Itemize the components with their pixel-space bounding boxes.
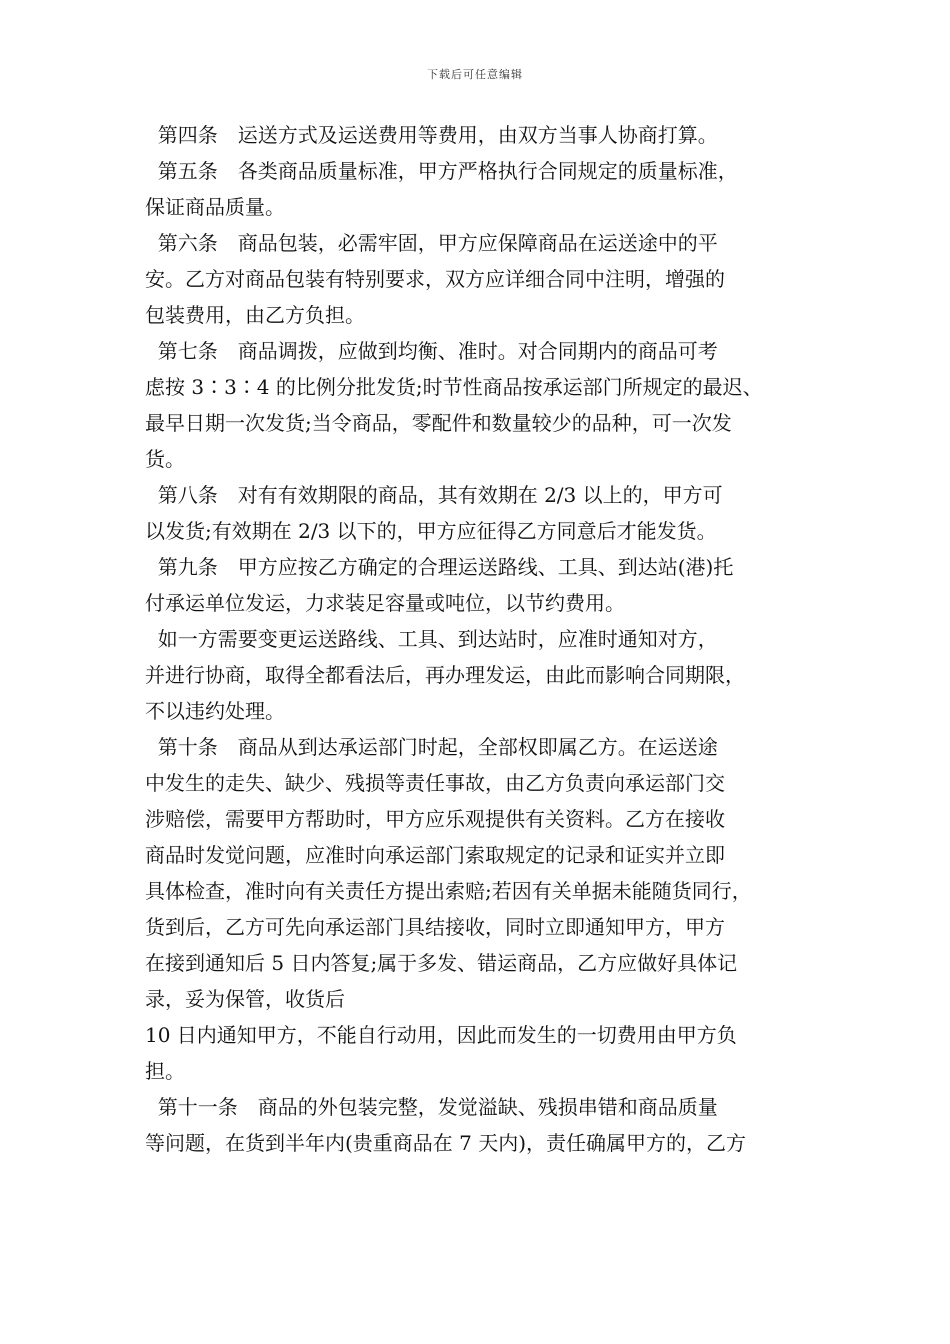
text-line: 以发货;有效期在 2/3 以下的，甲方应征得乙方同意后才能发货。 [145,519,717,543]
text-line: 货到后，乙方可先向承运部门具结接收，同时立即通知甲方，甲方 [145,915,725,939]
text-line: 等问题，在货到半年内(贵重商品在 7 天内)，责任确属甲方的，乙方 [145,1131,747,1155]
text-line: 最早日期一次发货;当令商品，零配件和数量较少的品种，可一次发 [145,411,732,435]
text-line: 第十条 商品从到达承运部门时起，全部权即属乙方。在运送途 [145,735,718,759]
text-line: 如一方需要变更运送路线、工具、到达站时，应准时通知对方， [145,627,718,651]
page-header-note: 下载后可任意编辑 [427,68,523,81]
text-line: 具体检查，准时向有关责任方提出索赔;若因有关单据未能随货同行， [145,879,752,903]
text-line: 第五条 各类商品质量标准，甲方严格执行合同规定的质量标准， [145,159,738,183]
text-line: 第九条 甲方应按乙方确定的合理运送路线、工具、到达站(港)托 [145,555,734,579]
text-line: 中发生的走失、缺少、残损等责任事故，由乙方负责向承运部门交 [145,771,725,795]
text-line: 保证商品质量。 [145,195,285,219]
text-line: 付承运单位发运，力求装足容量或吨位，以节约费用。 [145,591,625,615]
text-line: 第七条 商品调拨，应做到均衡、准时。对合同期内的商品可考 [145,339,718,363]
text-line: 第六条 商品包装，必需牢固，甲方应保障商品在运送途中的平 [145,231,718,255]
text-line: 担。 [145,1059,185,1083]
text-line: 录，妥为保管，收货后 [145,987,345,1011]
text-line: 不以违约处理。 [145,699,285,723]
text-line: 在接到通知后 5 日内答复;属于多发、错运商品，乙方应做好具体记 [145,951,738,975]
text-line: 安。乙方对商品包装有特别要求，双方应详细合同中注明，增强的 [145,267,725,291]
text-line: 虑按 3∶3∶4 的比例分批发货;时节性商品按承运部门所规定的最迟、 [145,375,763,399]
text-line: 10 日内通知甲方，不能自行动用，因此而发生的一切费用由甲方负 [145,1023,737,1047]
text-line: 涉赔偿，需要甲方帮助时，甲方应乐观提供有关资料。乙方在接收 [145,807,725,831]
text-line: 商品时发觉问题，应准时向承运部门索取规定的记录和证实并立即 [145,843,725,867]
text-line: 第四条 运送方式及运送费用等费用，由双方当事人协商打算。 [145,123,718,147]
text-line: 货。 [145,447,185,471]
text-line: 第八条 对有有效期限的商品，其有效期在 2/3 以上的，甲方可 [145,483,723,507]
text-line: 并进行协商，取得全都看法后，再办理发运，由此而影响合同期限， [145,663,745,687]
text-line: 第十一条 商品的外包装完整，发觉溢缺、残损串错和商品质量 [145,1095,718,1119]
contract-body [145,117,825,1161]
text-line: 包装费用，由乙方负担。 [145,303,365,327]
